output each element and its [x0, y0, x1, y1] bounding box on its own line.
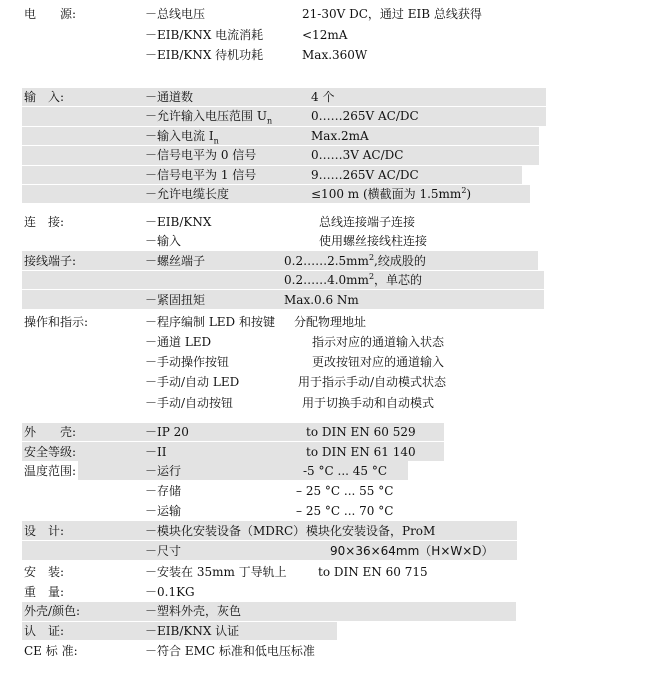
- shade-band: [22, 271, 544, 289]
- spec-value: 用于指示手动/自动模式状态: [298, 375, 447, 389]
- spec-item: －EIB/KNX 电流消耗: [145, 28, 264, 42]
- superscript: 2: [368, 272, 375, 281]
- spec-value: 0……265V AC/DC: [311, 109, 419, 123]
- shade-band: [22, 290, 544, 309]
- spec-item: －信号电平为 0 信号: [145, 148, 257, 162]
- spec-item: －螺丝端子: [145, 254, 206, 268]
- shade-band: [22, 127, 539, 145]
- spec-item: －IP 20: [145, 425, 189, 439]
- spec-value: 总线连接端子连接: [319, 215, 416, 229]
- spec-label: 认 证:: [24, 624, 65, 638]
- spec-label: 操作和指示:: [24, 315, 89, 329]
- spec-value: Max.0.6 Nm: [284, 293, 359, 307]
- spec-value-tail: ，单芯的: [374, 273, 423, 287]
- spec-value: – 25 °C ... 70 °C: [296, 504, 394, 518]
- spec-item: －尺寸: [145, 544, 182, 558]
- spec-value: <12mA: [302, 28, 348, 42]
- shade-band: [22, 602, 516, 621]
- spec-item: －EIB/KNX: [145, 215, 212, 229]
- spec-value: to DIN EN 60 715: [318, 565, 428, 579]
- spec-value: 使用螺丝接线柱连接: [319, 234, 428, 248]
- spec-item: －手动/自动按钮: [145, 396, 234, 410]
- shade-band: [22, 88, 546, 106]
- subscript: n: [266, 116, 273, 126]
- spec-value: 更改按钮对应的通道输入: [312, 355, 445, 369]
- spec-value: to DIN EN 61 140: [306, 445, 416, 459]
- spec-item: －EIB/KNX 认证: [145, 624, 240, 638]
- spec-item: －存储: [145, 484, 182, 498]
- spec-value: 模块化安装设备，ProM: [306, 524, 436, 538]
- spec-item: －输入: [145, 234, 182, 248]
- spec-item: －0.1KG: [145, 585, 195, 599]
- spec-value: to DIN EN 60 529: [306, 425, 416, 439]
- spec-value: 用于切换手动和自动模式: [302, 396, 435, 410]
- spec-label: 设 计:: [24, 524, 65, 538]
- spec-item: －II: [145, 445, 167, 459]
- spec-value: Max.2mA: [311, 129, 369, 143]
- spec-value: 指示对应的通道输入状态: [312, 335, 445, 349]
- shade-band: [22, 166, 522, 184]
- spec-value: 4 个: [311, 90, 335, 104]
- spec-item: －通道 LED: [145, 335, 212, 349]
- spec-value-tail: ,绞成股的: [374, 254, 426, 268]
- spec-item-text: －输入电流 I: [145, 129, 214, 143]
- spec-item: －EIB/KNX 待机功耗: [145, 48, 264, 62]
- spec-label: 安 装:: [24, 565, 65, 579]
- spec-value-text: 0.2……4.0mm: [284, 273, 369, 287]
- spec-label: 连 接:: [24, 215, 65, 229]
- spec-label: 温度范围:: [24, 464, 77, 478]
- spec-label: CE 标 准:: [24, 644, 78, 658]
- spec-item: [145, 108, 272, 124]
- spec-label: 输 入:: [24, 90, 65, 104]
- spec-item-text: －允许输入电压范围 U: [145, 109, 267, 123]
- spec-item: －手动/自动 LED: [145, 375, 240, 389]
- spec-label: 接线端子:: [24, 254, 77, 268]
- spec-item: －塑料外壳，灰色: [145, 604, 242, 618]
- spec-item: －安装在 35mm 丁导轨上: [145, 565, 287, 579]
- spec-value: Max.360W: [302, 48, 368, 62]
- spec-item: －信号电平为 1 信号: [145, 168, 257, 182]
- spec-value: – 25 °C ... 55 °C: [296, 484, 394, 498]
- shade-band: [22, 251, 538, 270]
- spec-item: [145, 128, 219, 144]
- spec-item: －运输: [145, 504, 182, 518]
- spec-item: －允许电缆长度: [145, 187, 230, 201]
- spec-item: －紧固扭矩: [145, 293, 206, 307]
- shade-band: [22, 107, 546, 126]
- spec-item: －手动操作按钮: [145, 355, 230, 369]
- spec-label: 重 量:: [24, 585, 65, 599]
- shade-band: [22, 146, 539, 165]
- spec-value: [284, 272, 422, 288]
- superscript: 2: [461, 186, 467, 195]
- spec-value-text: ≤100 m (横截面为 1.5mm: [311, 187, 462, 201]
- spec-item: －模块化安装设备（MDRC）: [145, 524, 306, 538]
- spec-value: [311, 186, 471, 202]
- subscript: n: [213, 136, 219, 146]
- spec-value: 0……3V AC/DC: [311, 148, 404, 162]
- spec-label: 安全等级:: [24, 445, 77, 459]
- spec-item: －总线电压: [145, 7, 206, 21]
- spec-item: －通道数: [145, 90, 194, 104]
- spec-value: -5 °C ... 45 °C: [303, 464, 388, 478]
- spec-item: －符合 EMC 标准和低电压标准: [145, 644, 315, 658]
- spec-label: 电 源:: [24, 7, 77, 21]
- spec-value-tail: ): [466, 187, 472, 201]
- spec-value: 21-30V DC，通过 EIB 总线获得: [302, 7, 482, 21]
- spec-label: 外壳/颜色:: [24, 604, 81, 618]
- spec-value: 90×36×64mm（H×W×D）: [330, 544, 494, 558]
- spec-value: 分配物理地址: [294, 315, 367, 329]
- spec-label: 外 壳:: [24, 425, 77, 439]
- spec-value: 9……265V AC/DC: [311, 168, 419, 182]
- spec-value: [284, 253, 426, 269]
- spec-item: －程序编制 LED 和按键: [145, 315, 275, 329]
- superscript: 2: [368, 253, 375, 262]
- spec-item: －运行: [145, 464, 182, 478]
- spec-value-text: 0.2……2.5mm: [284, 254, 369, 268]
